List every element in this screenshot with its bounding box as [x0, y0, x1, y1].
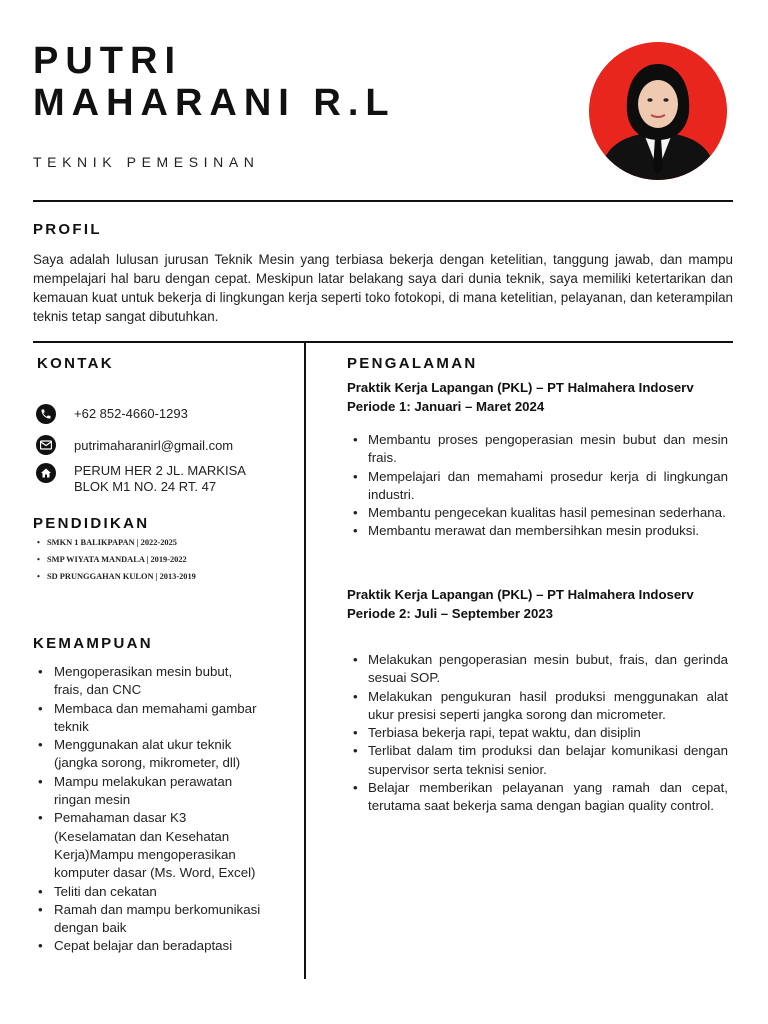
- contact-heading: KONTAK: [37, 355, 114, 372]
- name-line-2: MAHARANI R.L: [33, 82, 396, 124]
- profile-text: Saya adalah lulusan jurusan Teknik Mesin yang terbiasa bekerja dengan ketelitian, tanggung jawab, dan mampu mempelajari hal baru dengan cepat. Meskipun latar belakang saya dari dunia teknik, saya memiliki ketertarikan dan kemauan kuat untuk bekerja di lingkungan kerja seperti toko fotokopi, di mana ketelitian, pelayanan, dan keterampilan teknis tetap sangat dibutuhkan.: [33, 252, 733, 324]
- email-icon: [36, 435, 56, 455]
- skill-item: • Teliti dan cekatan: [36, 883, 264, 901]
- contact-phone-row: [36, 404, 188, 424]
- phone-icon: [36, 404, 56, 424]
- task-item: • Membantu proses pengoperasian mesin bubut dan mesin frais.: [351, 431, 728, 468]
- contact-email-row: [36, 435, 233, 455]
- job-1-period: Periode 1: Januari – Maret 2024: [347, 399, 545, 414]
- job-1-header: [347, 378, 737, 416]
- skill-item: • Mampu melakukan perawatan ringan mesin: [36, 773, 264, 810]
- address-line-1: PERUM HER 2 JL. MARKISA: [74, 463, 246, 478]
- job-1-tasks: [351, 431, 728, 541]
- task-item: • Terlibat dalam tim produksi dan belajar komunikasi dengan supervisor serta teknisi senior.: [351, 742, 728, 779]
- portrait-illustration: [589, 42, 727, 180]
- task-item: • Membantu pengecekan kualitas hasil pemesinan sederhana.: [351, 504, 728, 522]
- home-icon: [36, 463, 56, 483]
- task-item: • Belajar memberikan pelayanan yang ramah dan cepat, terutama saat bekerja sama dengan bagian quality control.: [351, 779, 728, 816]
- education-item: • SD PRUNGGAHAN KULON | 2013-2019: [35, 568, 222, 585]
- skill-item: • Menggunakan alat ukur teknik (jangka sorong, mikrometer, dll): [36, 736, 264, 773]
- name-line-1: PUTRI: [33, 40, 182, 82]
- task-item: • Terbiasa bekerja rapi, tepat waktu, dan disiplin: [351, 724, 728, 742]
- job-title: TEKNIK PEMESINAN: [33, 154, 260, 170]
- profile-heading: PROFIL: [33, 221, 102, 238]
- skill-item: • Mengoperasikan mesin bubut, frais, dan CNC: [36, 663, 264, 700]
- task-item: • Membantu merawat dan membersihkan mesin produksi.: [351, 522, 728, 540]
- skill-item: • Ramah dan mampu berkomunikasi dengan baik: [36, 901, 264, 938]
- skills-list: [36, 663, 264, 956]
- contact-address-row: [36, 463, 246, 495]
- phone-number[interactable]: +62 852-4660-1293: [74, 406, 188, 421]
- address-line-2: BLOK M1 NO. 24 RT. 47: [74, 479, 217, 494]
- experience-heading: PENGALAMAN: [347, 355, 478, 372]
- section-divider: [33, 341, 733, 343]
- job-2-header: [347, 585, 737, 623]
- education-heading: PENDIDIKAN: [33, 515, 150, 532]
- education-list: [35, 534, 245, 585]
- job-2-title: Praktik Kerja Lapangan (PKL) – PT Halmahera Indoserv: [347, 587, 694, 602]
- job-2-period: Periode 2: Juli – September 2023: [347, 606, 553, 621]
- address: [74, 463, 246, 495]
- job-2-tasks: [351, 651, 728, 816]
- task-item: • Mempelajari dan memahami prosedur kerja di lingkungan industri.: [351, 468, 728, 505]
- header-divider: [33, 200, 733, 202]
- profile-photo: [589, 42, 727, 180]
- task-item: • Melakukan pengoperasian mesin bubut, frais, dan gerinda sesuai SOP.: [351, 651, 728, 688]
- education-item: • SMP WIYATA MANDALA | 2019-2022: [35, 551, 217, 568]
- task-item: • Melakukan pengukuran hasil produksi menggunakan alat ukur presisi seperti jangka sorong dan micrometer.: [351, 688, 728, 725]
- skills-heading: KEMAMPUAN: [33, 635, 153, 652]
- skill-item: • Membaca dan memahami gambar teknik: [36, 700, 264, 737]
- full-name: [33, 40, 396, 124]
- email-address[interactable]: putrimaharanirl@gmail.com: [74, 438, 234, 453]
- job-1-title: Praktik Kerja Lapangan (PKL) – PT Halmahera Indoserv: [347, 380, 694, 395]
- education-item: • SMKN 1 BALIKPAPAN | 2022-2025: [35, 534, 245, 551]
- skill-item: • Pemahaman dasar K3 (Keselamatan dan Kesehatan Kerja)Mampu mengoperasikan komputer dasar (Ms. Word, Excel): [36, 809, 264, 882]
- skill-item: • Cepat belajar dan beradaptasi: [36, 937, 264, 955]
- column-divider: [304, 341, 306, 979]
